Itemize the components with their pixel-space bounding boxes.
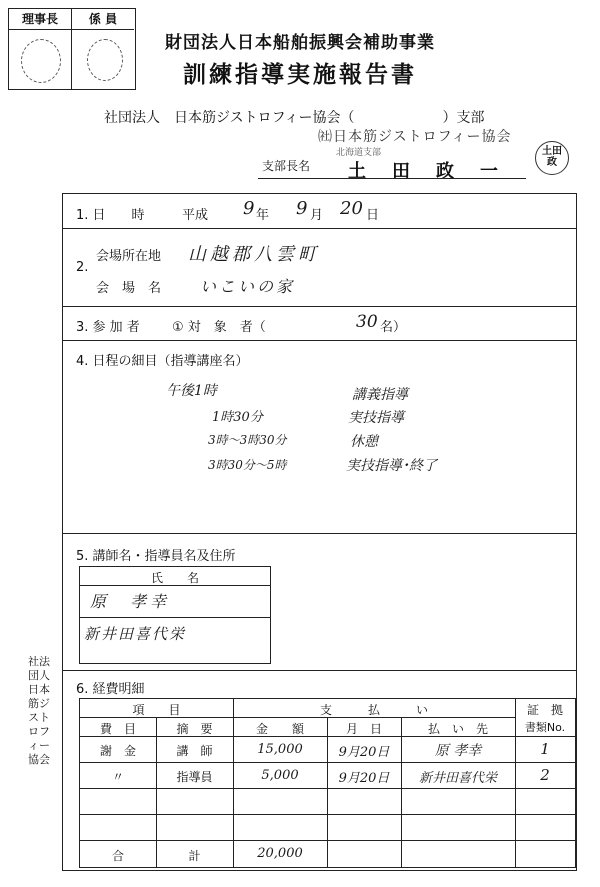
instructors-label: 5. 講師名・指導員名及住所 [76,549,236,564]
expense-header-payment: 支 払 い [319,703,428,717]
chief-label: 支部長名 [262,159,311,173]
approval-staff-label: 係 員 [72,9,134,30]
document-title: 訓練指導実施報告書 [183,62,417,88]
instructor-name: 新井田喜代栄 [84,625,187,643]
expense-total-label-2: 計 [188,849,201,863]
seal-subtext: 北海道支部 [336,148,382,158]
seal-text: ㈳日本筋ジストロフィー協会 [318,129,512,145]
schedule-time: 1時30分 [212,410,263,425]
instructor-table [79,566,271,664]
expense-total-amount: 20,000 [257,846,303,861]
participants-sub-label: ① 対 象 者（ [172,320,266,335]
venue-name-label: 会 場 名 [96,281,162,296]
schedule-content: 講義指導 [352,387,408,403]
date-month: 9 [296,198,308,219]
expense-desc: 講 師 [176,744,213,758]
expense-table [79,698,576,868]
expense-receipt-no: 2 [540,766,550,784]
schedule-content: 休憩 [350,434,378,450]
name-seal-stamp: 土田政 [535,141,569,175]
venue-num: 2. [76,260,89,275]
expense-header-receipt-no: 書類No. [524,721,566,734]
expense-payee: 原 孝幸 [434,743,482,759]
org-title: 財団法人日本船舶振興会補助事業 [165,33,435,53]
chief-name: 土田政一 [348,161,524,182]
date-day: 20 [340,198,363,219]
date-year: 9 [243,198,255,219]
schedule-time: 午後1時 [166,383,217,399]
expense-date: 9月20日 [338,771,390,786]
date-year-unit: 年 [256,208,270,223]
expense-amount: 5,000 [261,768,299,783]
expense-date: 9月20日 [338,745,390,760]
expense-col-type: 費 目 [99,722,136,736]
venue-name-value: いこいの家 [200,277,296,296]
expense-receipt-no: 1 [540,740,550,758]
instructor-name-header: 氏 名 [150,571,199,585]
expense-col-desc: 摘 要 [176,722,213,736]
expense-total-label: 合 [111,849,124,863]
date-month-unit: 月 [310,208,324,223]
date-era: 平成 [182,208,209,223]
venue-address-label: 会場所在地 [96,249,162,264]
venue-address-value: 山越郡八雲町 [188,244,320,265]
date-day-unit: 日 [366,208,380,223]
schedule-content: 実技指導･終了 [346,458,437,474]
participants-count: 30 [356,312,378,332]
schedule-time: 3時30分～5時 [208,458,287,472]
branch-prefix: 社団法人 日本筋ジストロフィー協会（ [104,110,355,126]
expense-header-item: 項 目 [132,703,181,717]
branch-line [104,107,484,127]
schedule-time: 3時～3時30分 [208,433,287,447]
expenses-label: 6. 経費明細 [76,682,145,697]
branch-suffix: ）支部 [442,110,485,126]
participants-unit: 名） [380,320,407,335]
expense-type: 〃 [111,770,124,784]
side-org-text: 社法 団人 日本筋ジストロフィー協会 [28,655,50,766]
date-label: 1. 日 時 [76,208,145,223]
approval-head-label: 理事長 [9,9,72,30]
instructor-name: 原 孝幸 [90,592,171,611]
expense-col-date: 月 日 [345,722,382,736]
expense-header-receipt: 証 拠 [526,703,563,717]
expense-col-amount: 金 額 [255,722,304,736]
expense-payee: 新井田喜代栄 [418,771,497,786]
participants-label: 3. 参 加 者 [76,320,140,335]
expense-amount: 15,000 [257,742,303,757]
expense-col-payee: 払 い 先 [427,722,488,736]
schedule-content: 実技指導 [348,410,404,426]
expense-type: 謝 金 [99,744,136,758]
expense-desc: 指導員 [176,770,213,784]
schedule-label: 4. 日程の細目（指導講座名） [76,354,249,369]
